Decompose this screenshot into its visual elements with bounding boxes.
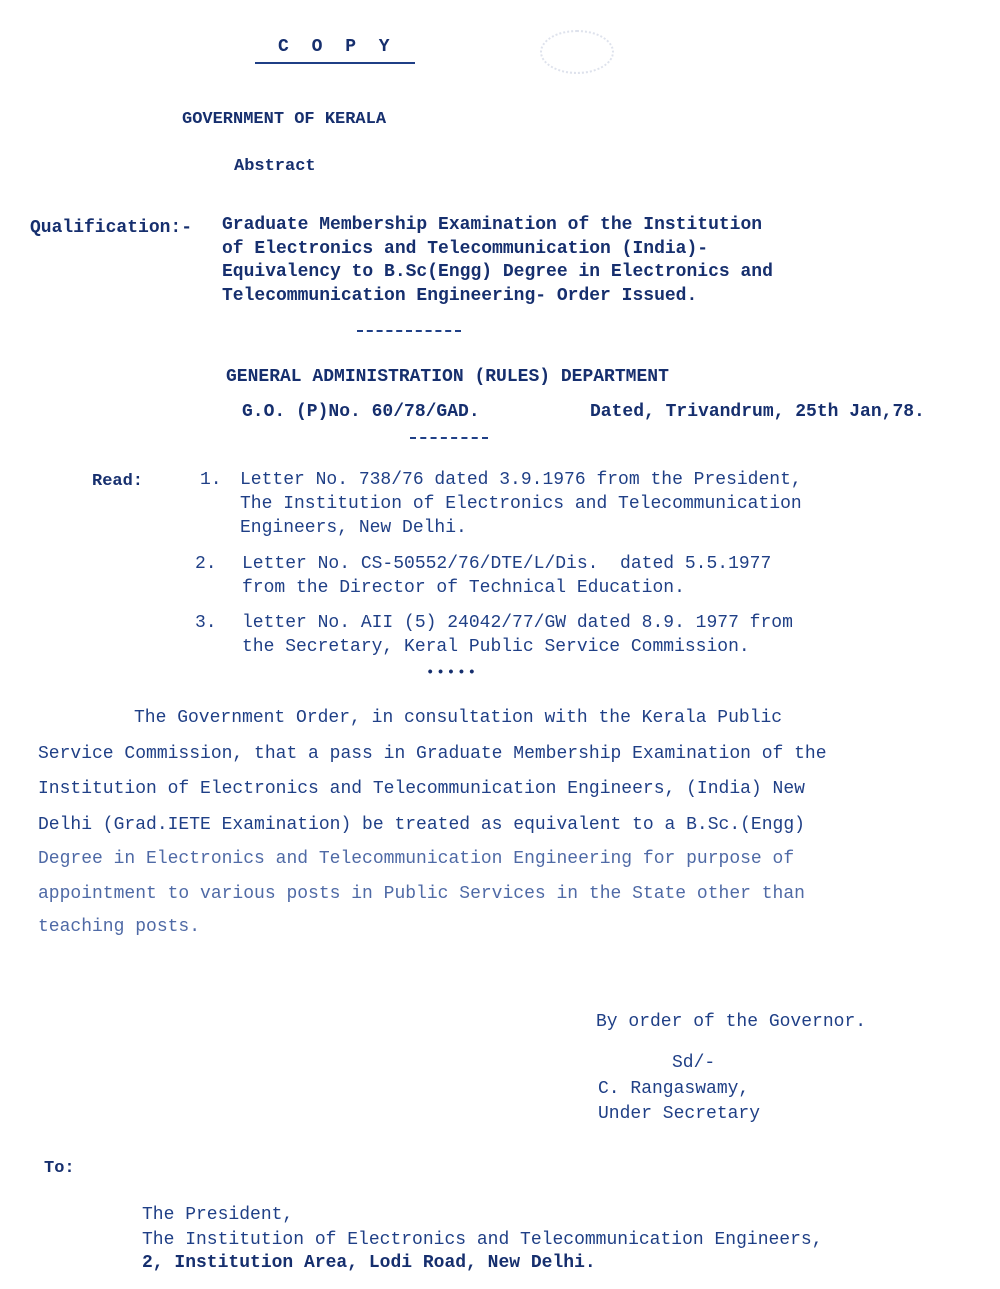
subject-line: Graduate Membership Examination of the Institution — [222, 215, 763, 235]
subject-label: Qualification:- — [30, 218, 193, 238]
addressee-line: 2, Institution Area, Lodi Road, New Delhi. — [142, 1253, 596, 1273]
reference-line: from the Director of Technical Education. — [242, 578, 685, 598]
reference-line: Letter No. CS-50552/76/DTE/L/Dis. dated 5.5.1977 — [242, 554, 772, 574]
to-label: To: — [44, 1159, 75, 1178]
copy-label: C O P Y — [278, 37, 396, 57]
copy-underline — [255, 62, 415, 64]
body-line: teaching posts. — [38, 917, 201, 937]
subject-line: Telecommunication Engineering- Order Issued. — [222, 286, 698, 306]
reference-line: the Secretary, Keral Public Service Commission. — [242, 637, 750, 657]
subject-line: Equivalency to B.Sc(Engg) Degree in Electronics and — [222, 262, 773, 282]
section-separator — [410, 437, 488, 439]
body-line: The Government Order, in consultation with the Kerala Public — [134, 708, 783, 728]
reference-line: letter No. AII (5) 24042/77/GW dated 8.9. 1977 from — [242, 613, 793, 633]
section-separator — [357, 330, 461, 332]
go-number: G.O. (P)No. 60/78/GAD. — [242, 402, 480, 422]
reference-number: 3. — [195, 613, 217, 633]
order-date: Dated, Trivandrum, 25th Jan,78. — [590, 402, 925, 422]
signatory-title: Under Secretary — [598, 1104, 761, 1124]
reference-line: The Institution of Electronics and Telecommunication — [240, 494, 802, 514]
reference-line: Engineers, New Delhi. — [240, 518, 467, 538]
faded-stamp-mark — [540, 30, 614, 74]
read-label: Read: — [92, 472, 144, 491]
addressee-line: The Institution of Electronics and Telecommunication Engineers, — [142, 1230, 823, 1250]
reference-separator: ••••• — [426, 665, 479, 681]
abstract-heading: Abstract — [234, 157, 316, 176]
signatory-name: C. Rangaswamy, — [598, 1079, 750, 1099]
addressee-line: The President, — [142, 1205, 294, 1225]
government-heading: GOVERNMENT OF KERALA — [182, 110, 387, 129]
body-line: Degree in Electronics and Telecommunication Engineering for purpose of — [38, 849, 795, 869]
department-heading: GENERAL ADMINISTRATION (RULES) DEPARTMENT — [226, 367, 669, 387]
body-line: appointment to various posts in Public Services in the State other than — [38, 884, 805, 904]
body-line: Service Commission, that a pass in Graduate Membership Examination of the — [38, 744, 827, 764]
body-line: Delhi (Grad.IETE Examination) be treated as equivalent to a B.Sc.(Engg) — [38, 815, 805, 835]
signed-mark: Sd/- — [672, 1053, 716, 1073]
reference-number: 2. — [195, 554, 217, 574]
reference-number: 1. — [200, 470, 222, 490]
subject-line: of Electronics and Telecommunication (India)- — [222, 239, 709, 259]
by-order-line: By order of the Governor. — [596, 1012, 867, 1032]
reference-line: Letter No. 738/76 dated 3.9.1976 from the President, — [240, 470, 802, 490]
body-line: Institution of Electronics and Telecommunication Engineers, (India) New — [38, 779, 805, 799]
